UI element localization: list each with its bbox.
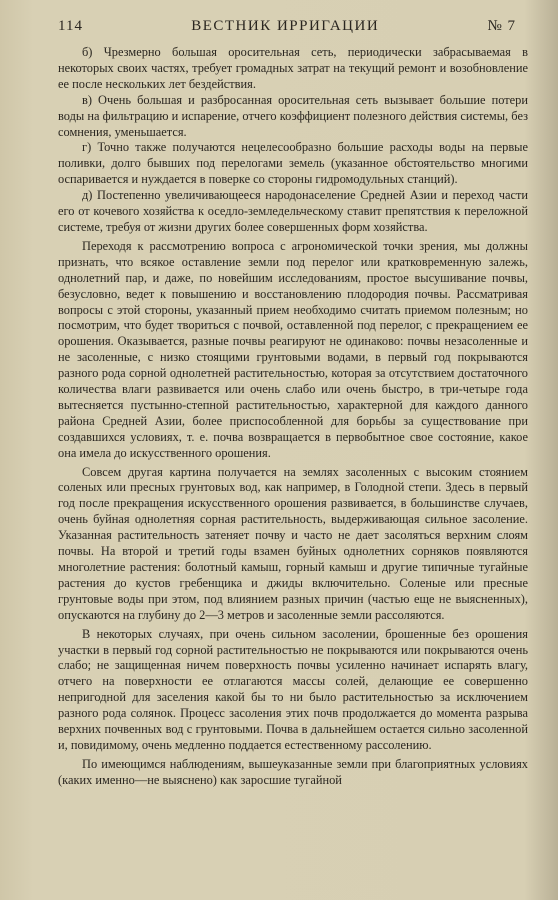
paragraph-b: б) Чрезмерно большая оросительная сеть, периодически забрасываемая в некоторых своих частях, требует громадных затрат на текущий ремонт и возобновление ее после нескольких лет бездействия. [58, 45, 528, 91]
paragraph-observations: По имеющимся наблюдениям, вышеуказанные земли при благоприятных условиях (каких именно—не выяснено) как заросшие тугайной [58, 756, 528, 787]
paragraph-strong-salinity: В некоторых случаях, при очень сильном засолении, брошенные без орошения участки в первый год сорной растительностью не покрываются или покрываются очень слабо; не защищенная ничем поверхность почвы усиленно начинает испарять влагу, отчего на поверхности ее отлагаются массы солей, делающие ее совершенно непригодной для заселения какой бы то ни было растительностью за исключением разного рода солянок. Процесс засоления этих почв продолжается до момента разрыва верхних почвенных вод с грунтовыми. Почва в дальнейшем остается сильно засоленной и, повидимому, очень медленно поддается естественному рассолению. [58, 626, 528, 752]
issue-number: № 7 [487, 18, 516, 34]
paragraph-saline-lands: Совсем другая картина получается на землях засоленных с высоким стоянием соленых или пресных грунтовых вод, как например, в Голодной степи. Здесь в первый год после прекращения искусственного орошения развивается, в большинстве случаев, очень буйная однолетняя сорная растительность, выдерживающая сильное засоление. Указанная растительность затеняет почву и часто не дает засоляться верхним слоям почвы. На второй и третий годы взамен буйных однолетних сорняков появляются многолетние растения: болотный камыш, горный камыш и другие типичные тугайные растения до кустов гребенщика и джиды включительно. Соленые или пресные грунтовые воды при этом, под влиянием разных причин (частью еще не выясненных), опускаются на глубину до 2—3 метров и засоленные земли рассоляются. [58, 464, 528, 622]
paragraph-d: д) Постепенно увеличивающееся народонаселение Средней Азии и переход части его от кочевого хозяйства к оседло-земледельческому ставит препятствия к переложной системе, требуя от жизни других более совершенных форм хозяйства. [58, 188, 528, 234]
paragraph-agronomy: Переходя к рассмотрению вопроса с агрономической точки зрения, мы должны признать, что всякое оставление земли под перелог или кратковременную залежь, однолетний пар, и даже, по новейшим исследованиям, простое высушивание почвы, безусловно, ведет к повышению и восстановлению плодородия почвы. Рассматривая вопросы с этой стороны, указанный прием необходимо считать приемом полезным; но посмотрим, что будет твориться с почвой, оставленной под перелог, с прекращением ее орошения. Оказывается, разные почвы реагируют не одинаково: почвы незасоленные и не засоленные, с низко стоящими грунтовыми водами, в первый год покрываются разного рода сорной однолетней растительностью, которая за отсутствием достаточного количества влаги развивается или очень слабо или очень быстро, в три-четыре года вытесняется пустынно-степной растительностью, характерной для каждого данного района Средней Азии, более приспособленной для борьбы за существование при создавшихся условиях, т. е. почва возвращается в первобытное свое состояние, какое она имела до искусственного орошения. [58, 238, 528, 460]
paragraph-g: г) Точно также получаются нецелесообразно большие расходы воды на первые поливки, долго бывших под перелогами земель (указанное обстоятельство многими оспаривается и нуждается в поверке со стороны гидромодульных станций). [58, 140, 528, 187]
journal-title: ВЕСТНИК ИРРИГАЦИИ [191, 18, 380, 34]
paragraph-v: в) Очень большая и разбросанная оросительная сеть вызывает большие потери воды на фильтрацию и испарение, отчего коэффициент полезного действия системы, без сомнения, уменьшается. [58, 92, 528, 139]
article-body [58, 45, 528, 789]
running-header [58, 18, 528, 35]
page-number: 114 [58, 18, 83, 34]
